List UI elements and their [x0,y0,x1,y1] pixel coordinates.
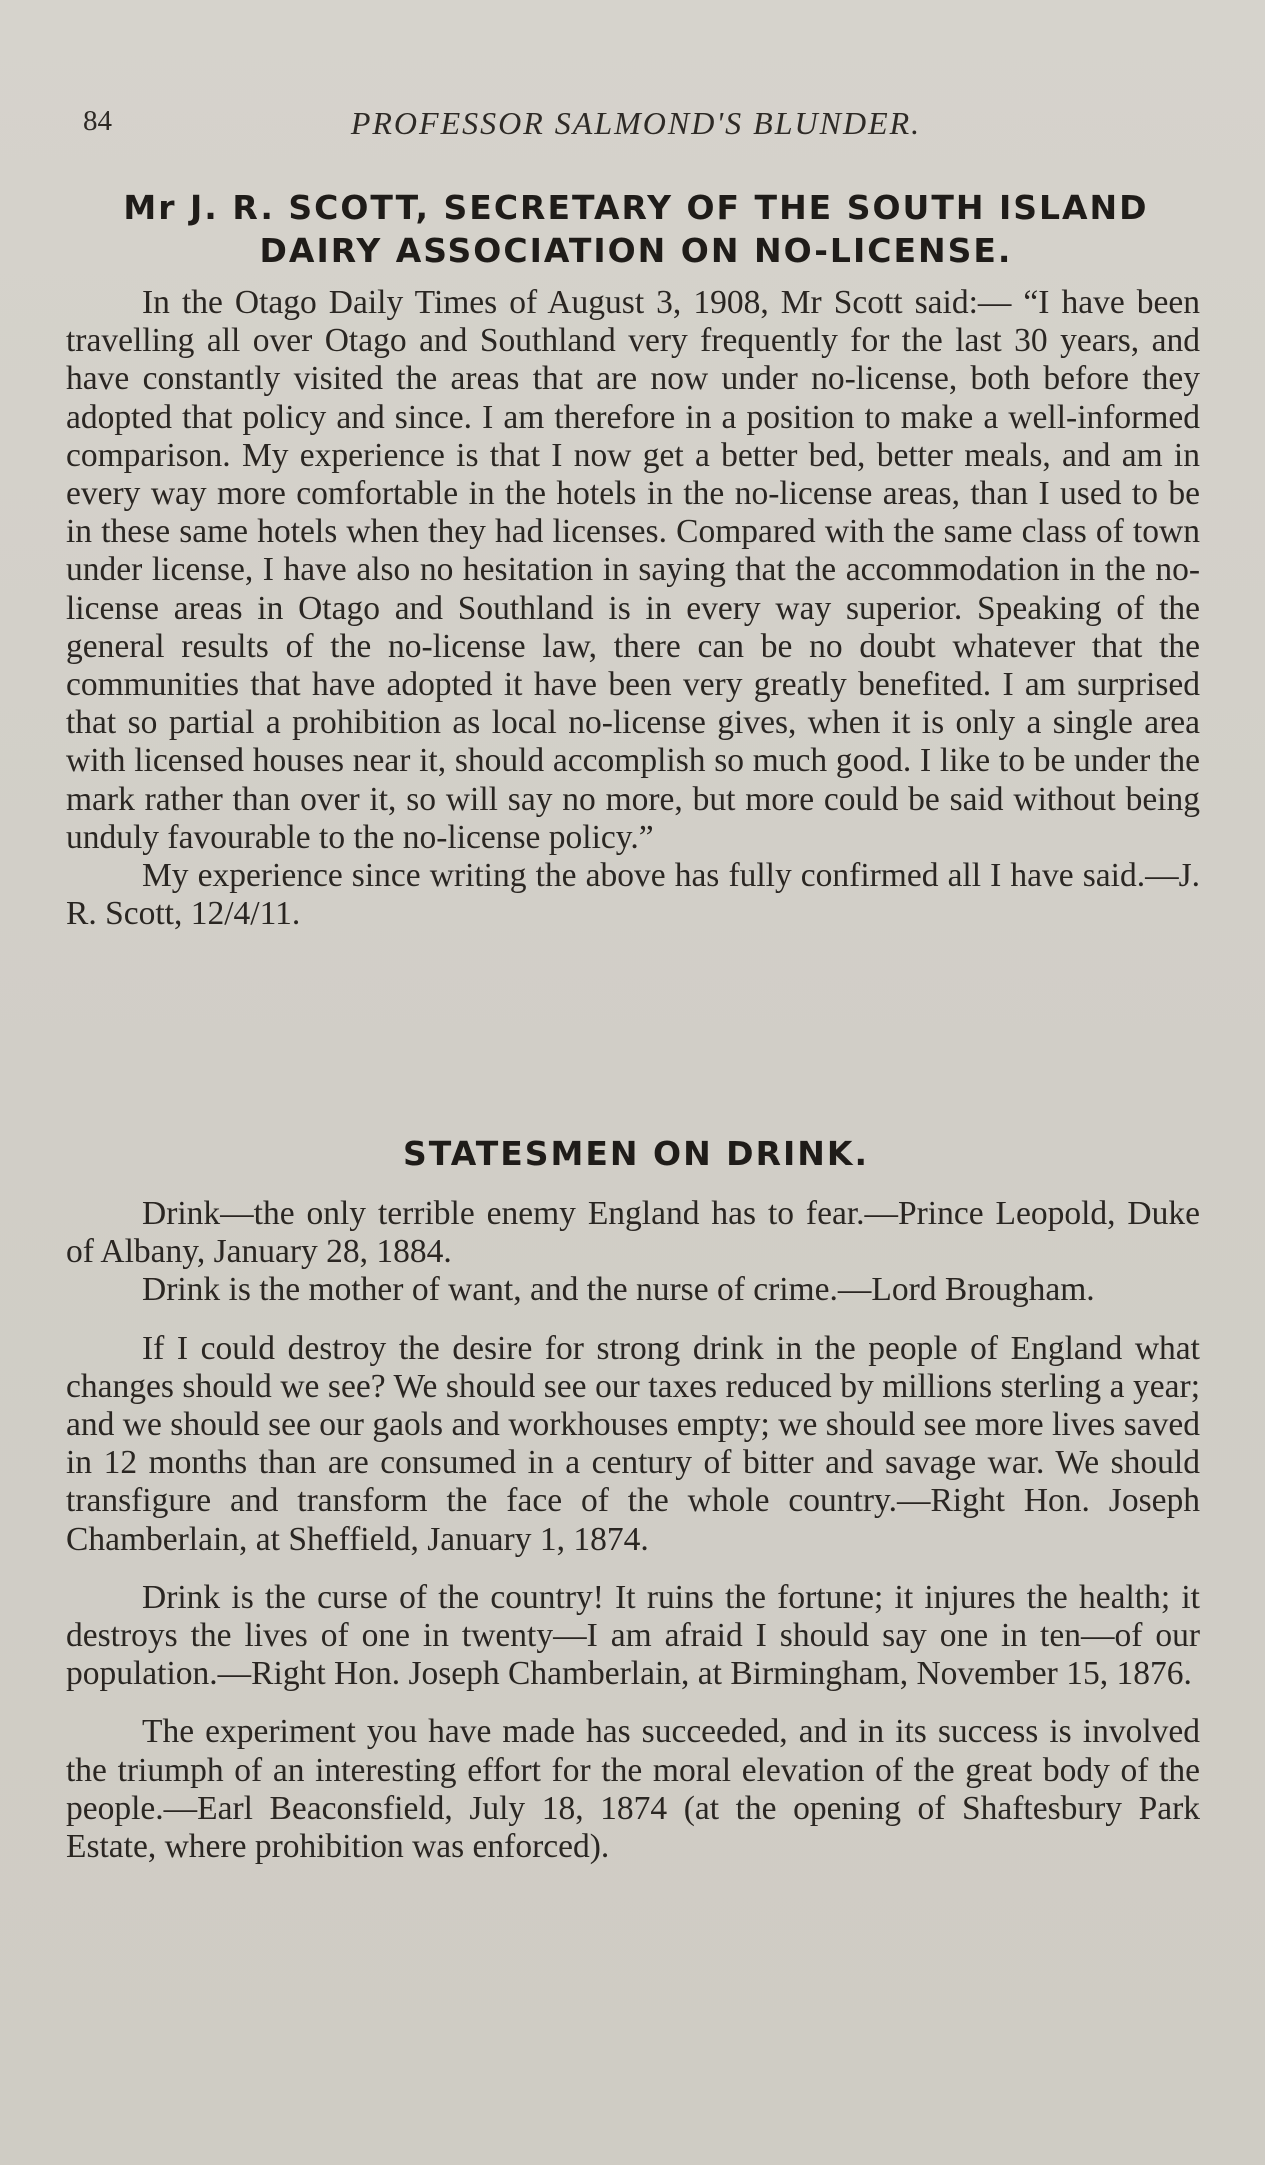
paragraph-scott-quote: In the Otago Daily Times of August 3, 1908, Mr Scott said:— “I have been travelling all over Otago and Southland very frequently for the last 30 years, and have constantly visited the areas that are now under no-license, both before they adopted that policy and since. I am therefore in a position to make a well-informed comparison. My experience is that I now get a better bed, better meals, and am in every way more comfortable in the hotels in the no-license areas, than I used to be in these same hotels when they had licenses. Compared with the same class of town under license, I have also no hesitation in saying that the accommodation in the no-license areas in Otago and Southland is in every way superior. Speaking of the general results of the no-license law, there can be no doubt whatever that the communities that have adopted it have been very greatly benefited. I am surprised that so partial a prohibition as local no-license gives, when it is only a single area with licensed houses near it, should accomplish so much good. I like to be under the mark rather than over it, so will say no more, but more could be said without being unduly favourable to the no-license policy.” [66,284,1200,856]
section-heading-scott: Mr J. R. SCOTT, SECRETARY OF THE SOUTH ISLAND DAIRY ASSOCIATION ON NO-LICENSE. [123,188,1149,270]
paragraph-scott-postscript: My experience since writing the above has fully confirmed all I have said.—J. R. Scott, 12/4/11. [66,857,1200,933]
running-title: PROFESSOR SALMOND'S BLUNDER. [350,105,922,141]
paragraph-brougham: Drink is the mother of want, and the nurse of crime.—Lord Brougham. [142,1271,1095,1309]
section-body-statesmen [66,1195,1200,1866]
running-head [66,105,1206,149]
page-number: 84 [83,105,112,137]
section-body-scott [66,284,1200,933]
paragraph-beaconsfield: The experiment you have made has succeeded, and in its success is involved the triumph of an interesting effort for the moral elevation of the great body of the people.—Earl Beaconsfield, July 18, 1874 (at the opening of Shaftesbury Park Estate, where prohibition was enforced). [66,1713,1200,1866]
section-heading-statesmen: STATESMEN ON DRINK. [403,1134,869,1173]
paragraph-chamberlain-birmingham: Drink is the curse of the country! It ruins the fortune; it injures the health; it destroys the lives of one in twenty—I am afraid I should say one in ten—of our population.—Right Hon. Joseph Chamberlain, at Birmingham, November 15, 1876. [66,1578,1200,1693]
paragraph-chamberlain-sheffield: If I could destroy the desire for strong drink in the people of England what changes should we see? We should see our taxes reduced by millions sterling a year; and we should see our gaols and workhouses empty; we should see more lives saved in 12 months than are consumed in a century of bitter and savage war. We should transfigure and transform the face of the whole country.—Right Hon. Joseph Chamberlain, at Sheffield, January 1, 1874. [66,1329,1200,1558]
paragraph-leopold: Drink—the only terrible enemy England has to fear.—Prince Leopold, Duke of Albany, January 28, 1884. [66,1195,1200,1271]
